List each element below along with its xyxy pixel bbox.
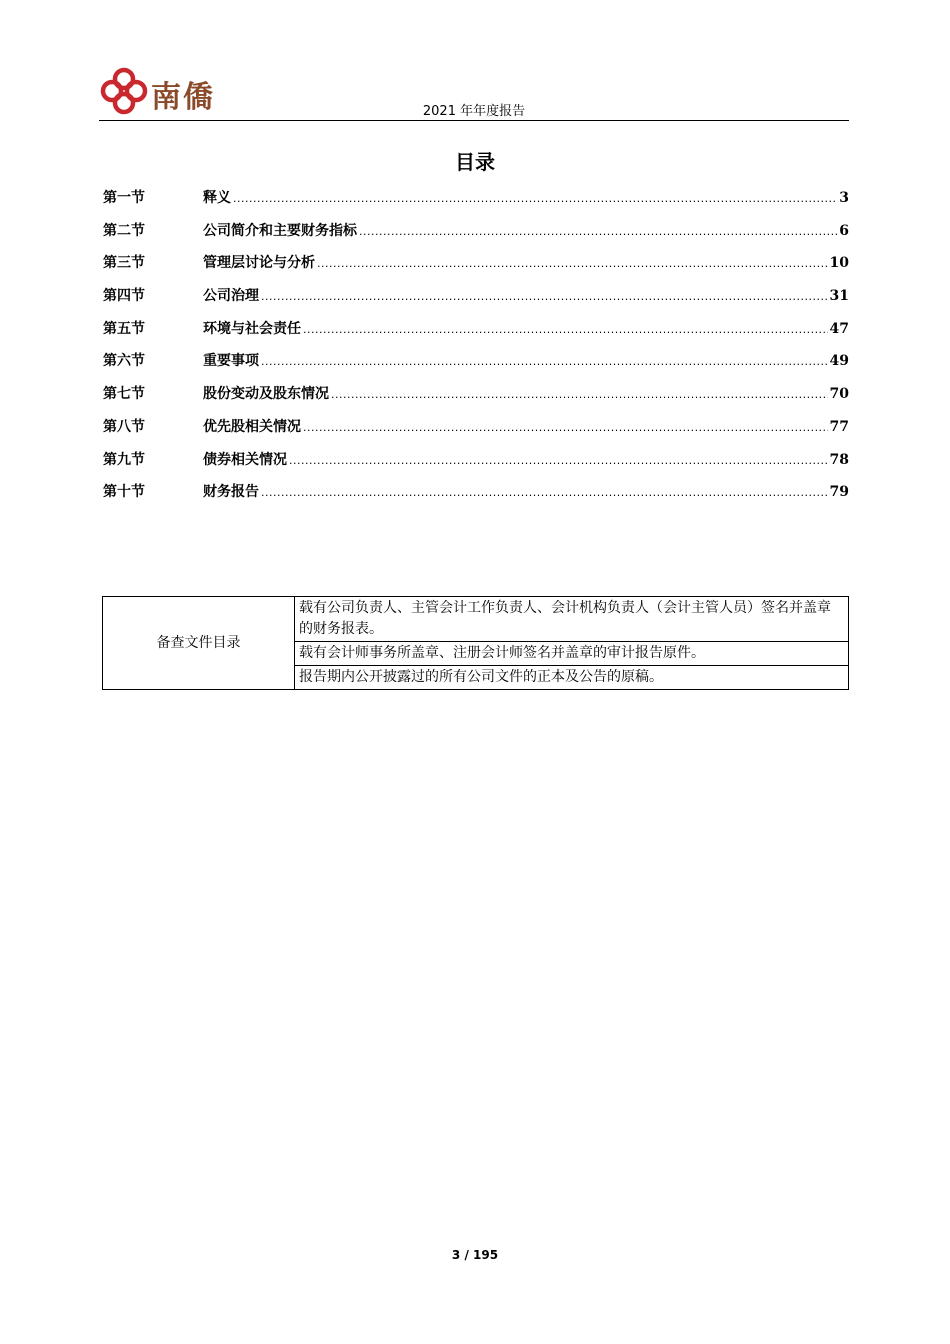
toc-leader-dots — [317, 257, 828, 270]
toc-leader-dots — [303, 421, 828, 434]
toc-entry[interactable] — [103, 220, 849, 253]
toc-leader-dots — [289, 454, 828, 467]
toc-page-number: 47 — [829, 320, 849, 337]
toc-section-number: 第十节 — [103, 484, 145, 501]
toc-entry[interactable] — [103, 285, 849, 318]
report-title: 2021 年年度报告 — [422, 104, 526, 119]
toc-leader-dots — [303, 323, 828, 336]
toc-page-number: 3 — [839, 190, 849, 206]
toc-page-number: 49 — [829, 353, 849, 370]
toc-page-number: 77 — [829, 418, 849, 435]
reference-documents-table — [102, 596, 849, 690]
toc-entry[interactable] — [103, 481, 849, 514]
toc-entry[interactable] — [103, 350, 849, 383]
toc-leader-dots — [359, 225, 837, 238]
toc-section-number: 第九节 — [103, 451, 145, 468]
toc-heading: 目录 — [455, 150, 495, 174]
table-of-contents — [103, 187, 849, 514]
toc-page-number: 31 — [829, 288, 849, 305]
toc-section-title: 债券相关情况 — [203, 451, 287, 468]
toc-entry[interactable] — [103, 383, 849, 416]
toc-leader-dots — [261, 290, 828, 303]
page-footer: 3 / 195 — [451, 1248, 499, 1262]
toc-entry[interactable] — [103, 449, 849, 482]
toc-section-title: 财务报告 — [203, 484, 259, 501]
toc-entry[interactable] — [103, 252, 849, 285]
reference-doc-item: 报告期内公开披露过的所有公司文件的正本及公告的原稿。 — [295, 666, 849, 690]
toc-section-number: 第三节 — [103, 255, 145, 272]
toc-section-title: 公司治理 — [203, 288, 259, 305]
toc-entry[interactable] — [103, 318, 849, 351]
logo-text: 南僑 — [151, 80, 215, 115]
header-divider — [99, 120, 849, 121]
toc-entry[interactable] — [103, 187, 849, 220]
toc-leader-dots — [331, 388, 828, 401]
page-header — [99, 62, 849, 122]
reference-docs-label: 备查文件目录 — [103, 597, 295, 690]
toc-leader-dots — [261, 355, 828, 368]
toc-section-number: 第四节 — [103, 288, 145, 305]
toc-page-number: 79 — [829, 484, 849, 501]
toc-section-title: 优先股相关情况 — [203, 418, 301, 435]
toc-page-number: 70 — [829, 386, 849, 403]
toc-leader-dots — [261, 486, 828, 499]
toc-section-number: 第二节 — [103, 222, 145, 239]
toc-leader-dots — [233, 192, 837, 205]
toc-section-number: 第一节 — [103, 190, 145, 206]
toc-section-number: 第八节 — [103, 418, 145, 435]
reference-doc-item: 载有会计师事务所盖章、注册会计师签名并盖章的审计报告原件。 — [295, 642, 849, 666]
toc-page-number: 78 — [829, 451, 849, 468]
toc-section-title: 释义 — [203, 190, 231, 206]
toc-section-title: 公司简介和主要财务指标 — [203, 222, 357, 239]
toc-section-title: 重要事项 — [203, 353, 259, 370]
toc-section-number: 第七节 — [103, 386, 145, 403]
toc-page-number: 6 — [839, 222, 849, 239]
toc-section-title: 管理层讨论与分析 — [203, 255, 315, 272]
toc-entry[interactable] — [103, 416, 849, 449]
toc-page-number: 10 — [829, 255, 849, 272]
table-row — [103, 597, 849, 642]
toc-section-title: 股份变动及股东情况 — [203, 386, 329, 403]
toc-section-title: 环境与社会责任 — [203, 320, 301, 337]
toc-section-number: 第六节 — [103, 353, 145, 370]
toc-section-number: 第五节 — [103, 320, 145, 337]
reference-doc-item: 载有公司负责人、主管会计工作负责人、会计机构负责人（会计主管人员）签名并盖章的财务报表。 — [295, 597, 849, 642]
